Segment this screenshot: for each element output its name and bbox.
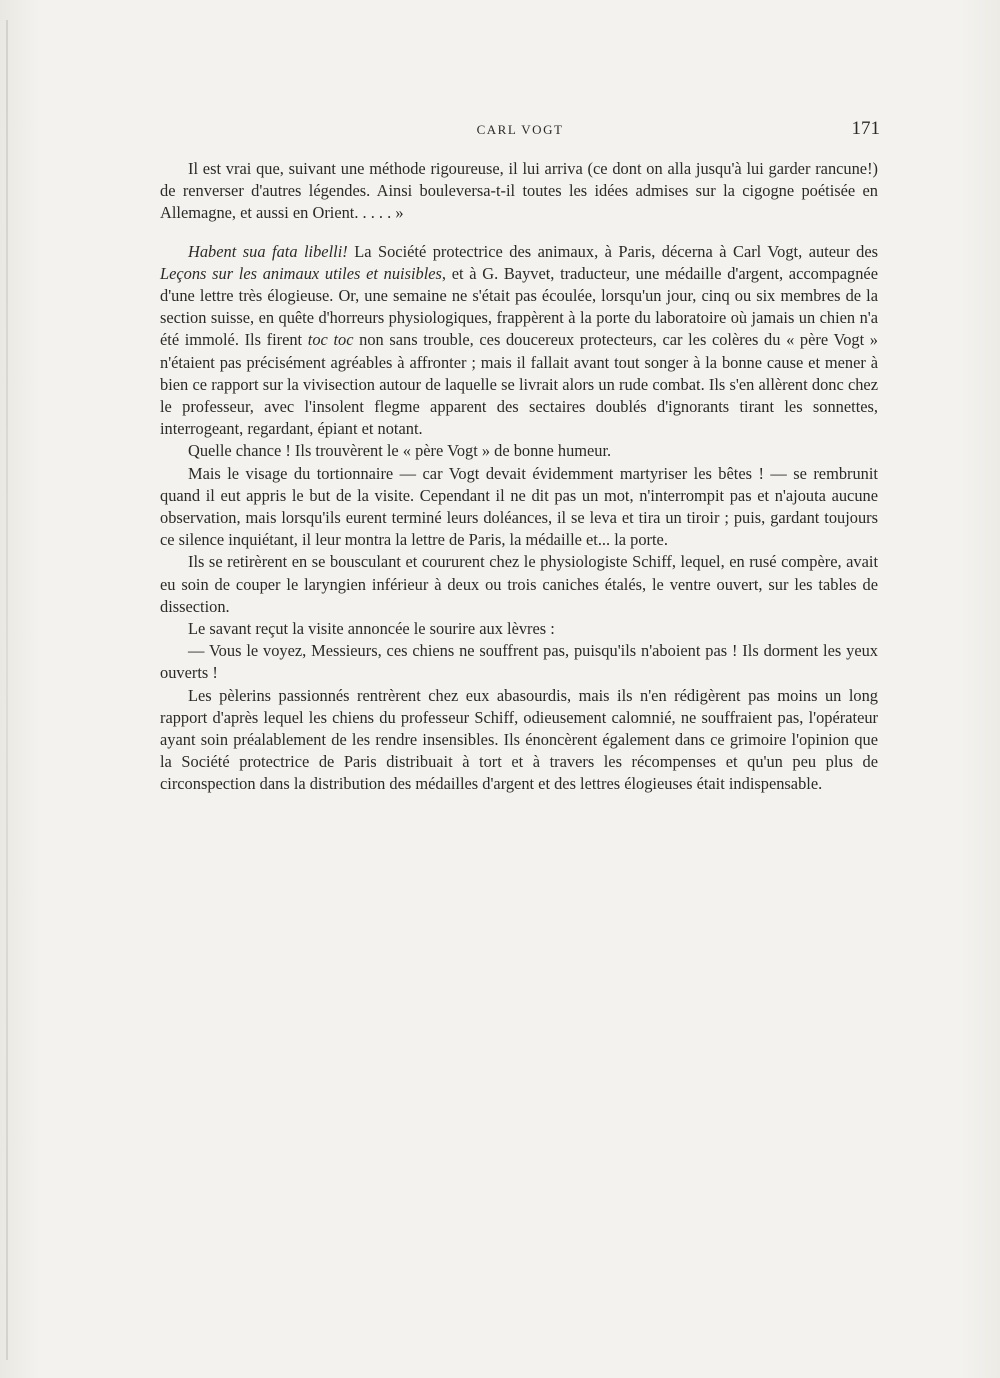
body-text [160,158,878,796]
paragraph: Il est vrai que, suivant une méthode rigoureuse, il lui arriva (ce dont on alla jusqu'à lui garder rancune!) de renverser d'autres légendes. Ainsi bouleversa-t-il toutes les idées admises sur la cigogne poétisée en Allemagne, et aussi en Orient. . . . . » [160,159,878,223]
paragraph: Mais le visage du tortionnaire — car Vogt devait évidemment martyriser les bêtes ! — se rembrunit quand il eut appris le but de la visite. Cependant il ne dit pas un mot, n'interrompit pas et n'ajouta aucune observation, mais lorsqu'ils eurent terminé leurs doléances, il se leva et tira un tiroir ; puis, gardant toujours ce silence inquiétant, il leur montra la lettre de Paris, la médaille et... la porte. [160,463,878,550]
paragraph-text: La Société protectrice des animaux, à Paris, décerna à Carl Vogt, auteur des [347,241,878,261]
italic-phrase: toc toc [307,330,354,350]
paragraph-text: , et à G. Bayvet, traducteur, une médaille d'argent, accompagnée d'une lettre très élogieuse. Or, une semaine ne s'était pas écoulée, lorsqu'un jour, cinq ou six membres de la section suisse, en quête d'horreurs physiologiques, frappèrent à la porte du laboratoire où jamais un chien n'a été immolé. Ils firent [160,263,878,350]
paragraph: Ils se retirèrent en se bousculant et coururent chez le physiologiste Schiff, lequel, en rusé compère, avait eu soin de couper le laryngien inférieur à deux ou trois caniches étalés, le ventre ouvert, sur les tables de dissection. [160,552,878,616]
paragraph-text: non sans trouble, ces doucereux protecteurs, car les colères du « père Vogt » n'étaient pas précisément agréables à affronter ; mais il fallait avant tout songer à la bonne cause et mener à bien ce rapport sur la vivisection autour de laquelle se livrait alors un rude combat. Ils s'en allèrent donc chez le professeur, avec l'insolent flegme apparent des sectaires doublés d'ignorants tirant les sonnettes, interrogeant, regardant, épiant et notant. [160,330,878,439]
italic-phrase: Habent sua fata libelli! [188,241,348,261]
paragraph: Les pèlerins passionnés rentrèrent chez eux abasourdis, mais ils n'en rédigèrent pas moins un long rapport d'après lequel les chiens du professeur Schiff, odieusement calomnié, ne souffraient pas, l'opérateur ayant soin préalablement de les rendre insensibles. Ils énoncèrent également dans ce grimoire l'opinion que la Société protectrice de Paris distribuait à tort et à travers les récompenses et qu'un peu plus de circonspection dans la distribution des médailles d'argent et des lettres élogieuses était indispensable. [160,685,878,794]
paragraph: Le savant reçut la visite annoncée le sourire aux lèvres : [188,619,555,639]
paragraph: — Vous le voyez, Messieurs, ces chiens ne souffrent pas, puisqu'ils n'aboient pas ! Ils dorment les yeux ouverts ! [160,641,878,683]
italic-book-title: Leçons sur les animaux utiles et nuisibles [160,263,442,283]
paragraph: Quelle chance ! Ils trouvèrent le « père Vogt » de bonne humeur. [188,441,612,461]
running-head: CARL VOGT [476,122,564,137]
page-header [160,118,880,142]
page-number: 171 [851,118,880,139]
binding-edge [6,20,8,1360]
paragraph [160,241,878,441]
